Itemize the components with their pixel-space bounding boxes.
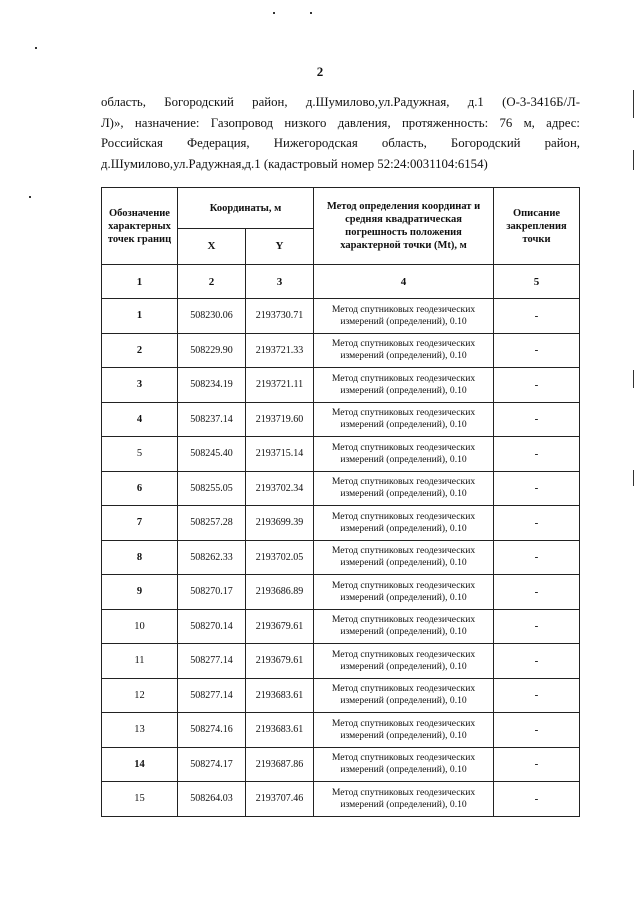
fixing-description: - [494, 506, 580, 541]
fixing-description: - [494, 575, 580, 610]
coord-x: 508237.14 [178, 402, 246, 437]
method-cell: Метод спутниковых геодезических измерений (определений), 0.10 [314, 299, 494, 334]
table-row [102, 506, 580, 541]
coord-y: 2193721.33 [246, 333, 314, 368]
table-row [102, 678, 580, 713]
coord-x: 508274.17 [178, 747, 246, 782]
point-designation: 4 [102, 402, 178, 437]
fixing-description: - [494, 747, 580, 782]
table-row [102, 575, 580, 610]
table-row [102, 333, 580, 368]
header-coordinates: Координаты, м [178, 188, 314, 229]
header-designation: Обозначение характерных точек границ [102, 188, 178, 265]
scan-artifact [633, 370, 634, 388]
method-cell: Метод спутниковых геодезических измерений (определений), 0.10 [314, 782, 494, 817]
scan-artifact [273, 12, 275, 14]
coord-y: 2193679.61 [246, 644, 314, 679]
coord-y: 2193687.86 [246, 747, 314, 782]
coord-y: 2193686.89 [246, 575, 314, 610]
coord-x: 508277.14 [178, 678, 246, 713]
coord-x: 508277.14 [178, 644, 246, 679]
fixing-description: - [494, 713, 580, 748]
point-designation: 14 [102, 747, 178, 782]
method-cell: Метод спутниковых геодезических измерений (определений), 0.10 [314, 506, 494, 541]
coordinates-table [101, 187, 580, 817]
point-designation: 10 [102, 609, 178, 644]
scan-artifact [633, 150, 634, 170]
method-cell: Метод спутниковых геодезических измерений (определений), 0.10 [314, 437, 494, 472]
method-cell: Метод спутниковых геодезических измерений (определений), 0.10 [314, 333, 494, 368]
header-x: X [178, 229, 246, 265]
coord-y: 2193699.39 [246, 506, 314, 541]
scan-artifact [310, 12, 312, 14]
scan-artifact [633, 90, 634, 118]
coord-x: 508257.28 [178, 506, 246, 541]
table-row [102, 402, 580, 437]
coord-y: 2193721.11 [246, 368, 314, 403]
coord-x: 508270.14 [178, 609, 246, 644]
table-row [102, 437, 580, 472]
intro-line: д.Шумилово,ул.Радужная,д.1 (кадастровый номер 52:24:0031104:6154) [101, 156, 488, 171]
table-row [102, 368, 580, 403]
coord-x: 508274.16 [178, 713, 246, 748]
header-description: Описание закрепления точки [494, 188, 580, 265]
coord-y: 2193679.61 [246, 609, 314, 644]
fixing-description: - [494, 402, 580, 437]
column-number-row [102, 265, 580, 299]
intro-paragraph [101, 92, 580, 174]
table-row [102, 747, 580, 782]
coord-x: 508234.19 [178, 368, 246, 403]
table-row [102, 782, 580, 817]
coord-y: 2193707.46 [246, 782, 314, 817]
header-y: Y [246, 229, 314, 265]
point-designation: 1 [102, 299, 178, 334]
intro-line: Российская Федерация, Нижегородская область, Богородский район, [101, 136, 580, 150]
method-cell: Метод спутниковых геодезических измерений (определений), 0.10 [314, 402, 494, 437]
point-designation: 5 [102, 437, 178, 472]
method-cell: Метод спутниковых геодезических измерений (определений), 0.10 [314, 713, 494, 748]
fixing-description: - [494, 540, 580, 575]
coord-x: 508230.06 [178, 299, 246, 334]
table-row [102, 540, 580, 575]
point-designation: 7 [102, 506, 178, 541]
coord-x: 508229.90 [178, 333, 246, 368]
header-method: Метод определения координат и средняя квадратическая погрешность положения характерной точки (Mt), м [314, 188, 494, 265]
table-row [102, 471, 580, 506]
column-number: 4 [314, 265, 494, 299]
point-designation: 9 [102, 575, 178, 610]
page-number: 2 [316, 64, 324, 79]
method-cell: Метод спутниковых геодезических измерений (определений), 0.10 [314, 471, 494, 506]
intro-line: Л)», назначение: Газопровод низкого давления, протяженность: 76 м, адрес: [101, 115, 580, 130]
fixing-description: - [494, 299, 580, 334]
table-row [102, 713, 580, 748]
point-designation: 13 [102, 713, 178, 748]
method-cell: Метод спутниковых геодезических измерений (определений), 0.10 [314, 540, 494, 575]
fixing-description: - [494, 437, 580, 472]
scan-artifact [29, 196, 31, 198]
method-cell: Метод спутниковых геодезических измерений (определений), 0.10 [314, 644, 494, 679]
column-number: 5 [494, 265, 580, 299]
coord-x: 508255.05 [178, 471, 246, 506]
point-designation: 2 [102, 333, 178, 368]
fixing-description: - [494, 368, 580, 403]
table-row [102, 644, 580, 679]
coord-x: 508245.40 [178, 437, 246, 472]
point-designation: 12 [102, 678, 178, 713]
method-cell: Метод спутниковых геодезических измерений (определений), 0.10 [314, 678, 494, 713]
method-cell: Метод спутниковых геодезических измерений (определений), 0.10 [314, 575, 494, 610]
fixing-description: - [494, 782, 580, 817]
fixing-description: - [494, 644, 580, 679]
fixing-description: - [494, 609, 580, 644]
coord-y: 2193715.14 [246, 437, 314, 472]
table-row [102, 609, 580, 644]
coord-x: 508264.03 [178, 782, 246, 817]
column-number: 1 [102, 265, 178, 299]
point-designation: 8 [102, 540, 178, 575]
point-designation: 15 [102, 782, 178, 817]
fixing-description: - [494, 678, 580, 713]
intro-line: область, Богородский район, д.Шумилово,ул.Радужная, д.1 (О-3-3416Б/Л- [101, 95, 580, 109]
method-cell: Метод спутниковых геодезических измерений (определений), 0.10 [314, 609, 494, 644]
scan-artifact [35, 47, 37, 49]
point-designation: 3 [102, 368, 178, 403]
coord-y: 2193702.34 [246, 471, 314, 506]
coord-y: 2193730.71 [246, 299, 314, 334]
fixing-description: - [494, 333, 580, 368]
coord-x: 508270.17 [178, 575, 246, 610]
coord-y: 2193719.60 [246, 402, 314, 437]
method-cell: Метод спутниковых геодезических измерений (определений), 0.10 [314, 368, 494, 403]
fixing-description: - [494, 471, 580, 506]
point-designation: 11 [102, 644, 178, 679]
scan-artifact [633, 470, 634, 486]
table-row [102, 299, 580, 334]
point-designation: 6 [102, 471, 178, 506]
column-number: 3 [246, 265, 314, 299]
coord-y: 2193683.61 [246, 678, 314, 713]
coord-y: 2193683.61 [246, 713, 314, 748]
method-cell: Метод спутниковых геодезических измерений (определений), 0.10 [314, 747, 494, 782]
column-number: 2 [178, 265, 246, 299]
coord-x: 508262.33 [178, 540, 246, 575]
coord-y: 2193702.05 [246, 540, 314, 575]
